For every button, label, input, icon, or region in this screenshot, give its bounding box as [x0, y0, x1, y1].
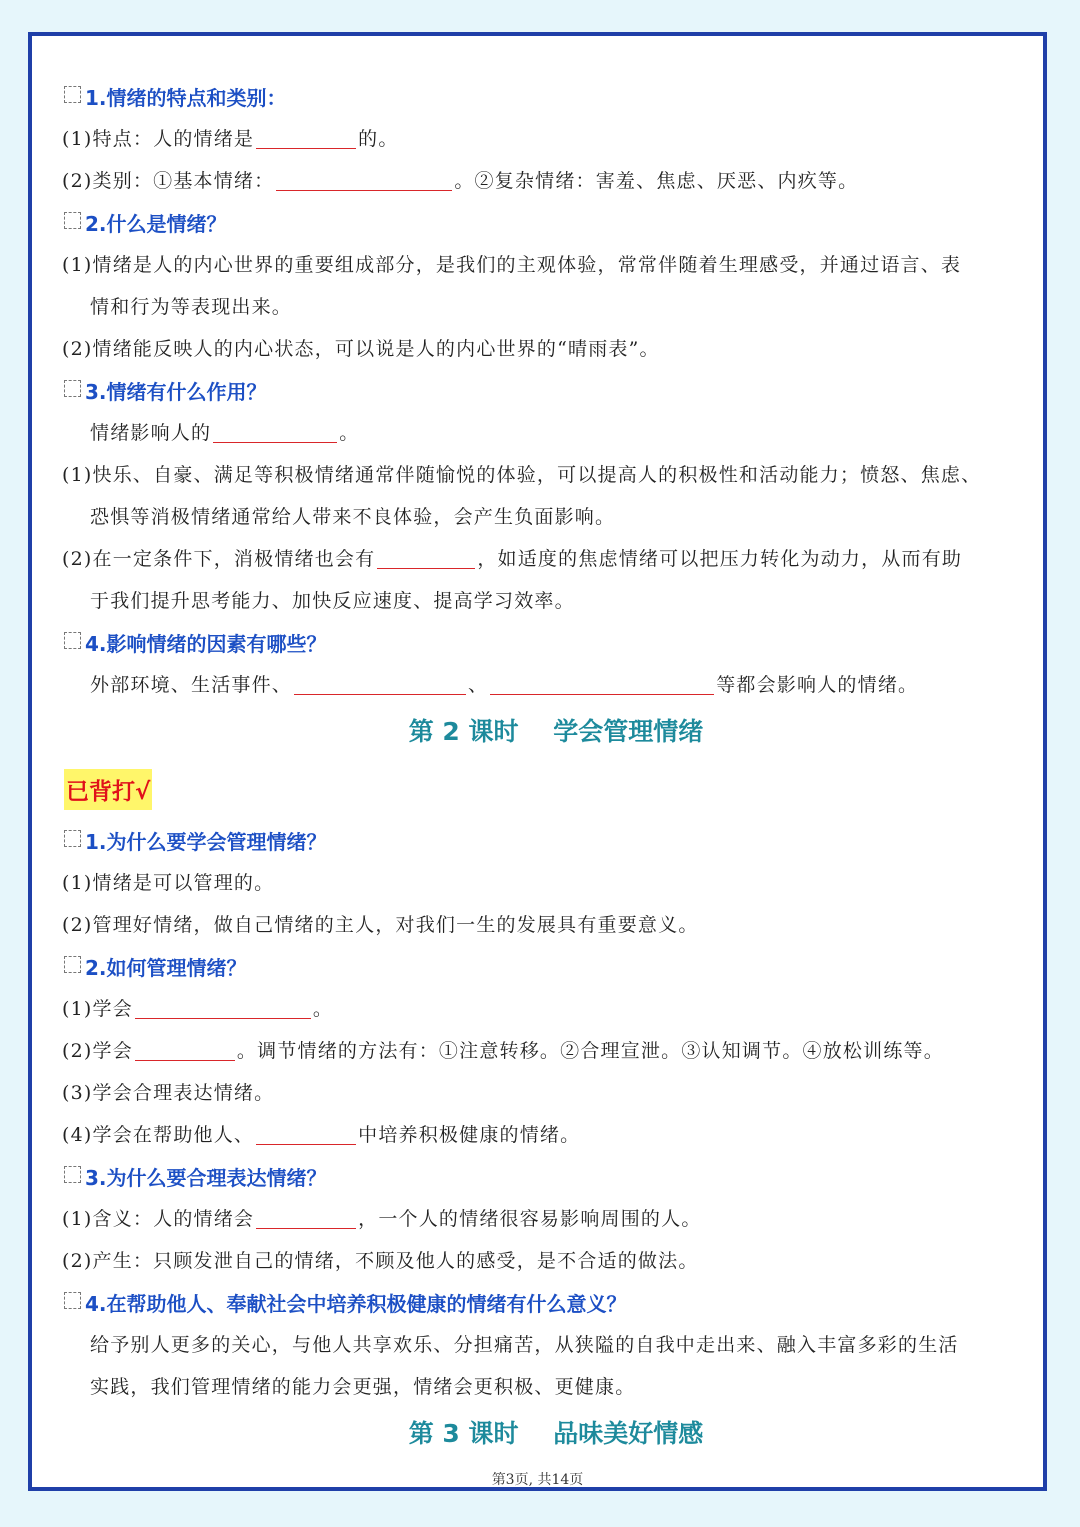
text-segment: 情绪影响人的	[90, 422, 212, 444]
heading-what-is-emotion	[64, 202, 1022, 244]
page-content	[62, 76, 1022, 1460]
heading-text: 2.如何管理情绪？	[85, 956, 247, 980]
text-segment: (4)学会在帮助他人、	[62, 1124, 255, 1146]
text-line	[62, 1198, 1022, 1240]
text-segment: (1)含义：人的情绪会	[62, 1208, 255, 1230]
lesson-title: 第 3 课时 品味美好情感	[408, 1419, 704, 1448]
text-segment: (1)特点：人的情绪是	[62, 128, 255, 150]
text-segment: 。②复杂情绪：害羞、焦虑、厌恶、内疚等。	[454, 170, 859, 192]
fill-blank[interactable]	[276, 164, 452, 191]
text-line	[62, 118, 1022, 160]
checkbox-icon[interactable]	[64, 380, 81, 397]
checkbox-icon[interactable]	[64, 86, 81, 103]
checkbox-icon[interactable]	[64, 1292, 81, 1309]
text-segment: 的。	[358, 128, 399, 150]
text-line: (1)情绪是可以管理的。	[62, 872, 275, 894]
text-segment: (2)在一定条件下，消极情绪也会有	[62, 548, 376, 570]
heading-text: 1.情绪的特点和类别：	[85, 86, 287, 110]
fill-blank[interactable]	[135, 992, 311, 1019]
heading-text: 4.影响情绪的因素有哪些？	[85, 632, 327, 656]
text-segment: ，一个人的情绪很容易影响周围的人。	[358, 1208, 702, 1230]
heading-emotion-factors	[64, 622, 1022, 664]
text-segment: (2)类别：①基本情绪：	[62, 170, 275, 192]
heading-emotion-features	[64, 76, 1022, 118]
heading-text: 2.什么是情绪？	[85, 212, 227, 236]
text-line: 于我们提升思考能力、加快反应速度、提高学习效率。	[90, 590, 575, 612]
lesson-title: 第 2 课时 学会管理情绪	[408, 717, 704, 746]
text-line	[62, 538, 1022, 580]
text-segment: 。调节情绪的方法有：①注意转移。②合理宣泄。③认知调节。④放松训练等。	[236, 1040, 944, 1062]
heading-emotion-function	[64, 370, 1022, 412]
heading-why-express	[64, 1156, 1022, 1198]
text-segment: 等都会影响人的情绪。	[716, 674, 919, 696]
heading-text: 1.为什么要学会管理情绪？	[85, 830, 327, 854]
text-segment: 外部环境、生活事件、	[90, 674, 293, 696]
text-segment: 中培养积极健康的情绪。	[358, 1124, 581, 1146]
fill-blank[interactable]	[135, 1034, 235, 1061]
page-footer: 第3页, 共14页	[491, 1472, 584, 1488]
text-segment: 。	[339, 422, 360, 444]
text-segment: 。	[312, 998, 334, 1020]
text-line	[62, 1114, 1022, 1156]
text-segment: 、	[468, 674, 489, 696]
fill-blank[interactable]	[256, 1202, 356, 1229]
text-segment: ，如适度的焦虑情绪可以把压力转化为动力，从而有助	[477, 548, 963, 570]
heading-text: 3.为什么要合理表达情绪？	[85, 1166, 327, 1190]
checkbox-icon[interactable]	[64, 632, 81, 649]
checkbox-icon[interactable]	[64, 1166, 81, 1183]
text-line	[62, 160, 1022, 202]
page-frame	[28, 32, 1047, 1491]
fill-blank[interactable]	[256, 122, 356, 149]
heading-text: 3.情绪有什么作用？	[85, 380, 267, 404]
text-line: (3)学会合理表达情绪。	[62, 1082, 275, 1104]
text-line	[62, 1030, 1022, 1072]
text-line: (2)情绪能反映人的内心状态，可以说是人的内心世界的“晴雨表”。	[62, 338, 660, 360]
text-line: 实践，我们管理情绪的能力会更强，情绪会更积极、更健康。	[90, 1376, 636, 1398]
text-line	[62, 412, 1022, 454]
text-line: (2)产生：只顾发泄自己的情绪，不顾及他人的感受，是不合适的做法。	[62, 1250, 699, 1272]
heading-how-manage	[64, 946, 1022, 988]
text-segment: (1)学会	[62, 998, 133, 1020]
fill-blank[interactable]	[256, 1118, 356, 1145]
fill-blank[interactable]	[377, 542, 475, 569]
fill-blank[interactable]	[213, 416, 337, 443]
text-line: (2)管理好情绪，做自己情绪的主人，对我们一生的发展具有重要意义。	[62, 914, 699, 936]
text-line: 恐惧等消极情绪通常给人带来不良体验，会产生负面影响。	[90, 506, 616, 528]
badge-row	[62, 758, 1022, 820]
fill-blank[interactable]	[294, 668, 466, 695]
checkbox-icon[interactable]	[64, 956, 81, 973]
checkbox-icon[interactable]	[64, 212, 81, 229]
text-line	[62, 664, 1022, 706]
heading-why-manage	[64, 820, 1022, 862]
checkbox-icon[interactable]	[64, 830, 81, 847]
heading-meaning	[64, 1282, 1022, 1324]
heading-text: 4.在帮助他人、奉献社会中培养积极健康的情绪有什么意义？	[85, 1292, 627, 1316]
text-line: (1)快乐、自豪、满足等积极情绪通常伴随愉悦的体验，可以提高人的积极性和活动能力；愤怒、焦虑、	[62, 464, 982, 486]
text-line: (1)情绪是人的内心世界的重要组成部分，是我们的主观体验，常常伴随着生理感受，并通过语言、表	[62, 254, 962, 276]
fill-blank[interactable]	[490, 668, 714, 695]
memorized-badge: 已背打√	[64, 769, 152, 810]
text-line: 给予别人更多的关心，与他人共享欢乐、分担痛苦，从狭隘的自我中走出来、融入丰富多彩的生活	[90, 1334, 959, 1356]
text-segment: (2)学会	[62, 1040, 133, 1062]
text-line: 情和行为等表现出来。	[90, 296, 293, 318]
text-line	[62, 988, 1022, 1030]
